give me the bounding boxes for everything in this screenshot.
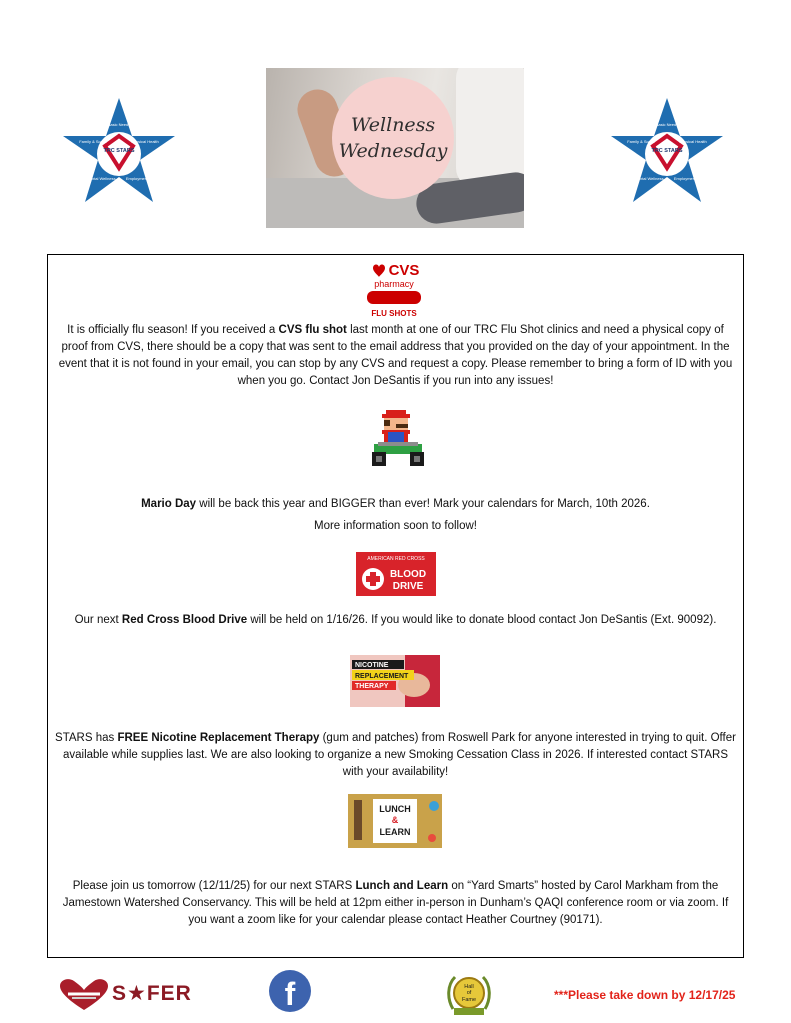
svg-text:BLOOD: BLOOD: [389, 569, 427, 580]
svg-text:Family & Social: Family & Social: [627, 139, 655, 144]
banner-title-circle: [332, 77, 454, 199]
trc-stars-logo-left: [61, 96, 177, 206]
mario-day-followup: More information soon to follow!: [314, 520, 477, 532]
svg-text:Physical Health: Physical Health: [679, 139, 707, 144]
mario-day-paragraph: Mario Day will be back this year and BIGGER than ever! Mark your calendars for March, 10th 2026.: [141, 498, 650, 510]
svg-text:of: of: [466, 990, 472, 996]
svg-text:Mental Wellness: Mental Wellness: [634, 176, 664, 181]
cvs-sub-text: pharmacy: [374, 279, 414, 289]
svg-text:AMERICAN RED CROSS: AMERICAN RED CROSS: [367, 556, 425, 562]
svg-text:THERAPY: THERAPY: [355, 683, 389, 690]
svg-text:Basic Needs: Basic Needs: [107, 122, 131, 127]
red-cross-blood-drive-logo: [356, 552, 436, 596]
svg-text:Employment: Employment: [125, 176, 149, 181]
svg-text:NICOTINE: NICOTINE: [355, 662, 389, 669]
star-center-text: TRC STARS: [103, 148, 135, 154]
heart-icon: [373, 264, 385, 277]
blood-drive-paragraph: Our next Red Cross Blood Drive will be held on 1/16/26. If you would like to donate blood contact Jon DeSantis (Ext. 90092).: [74, 614, 717, 626]
mario-kart-icon: [370, 410, 428, 470]
nicotine-paragraph: STARS has FREE Nicotine Replacement Therapy (gum and patches) from Roswell Park for anyone interested in trying to quit. Offer available while supplies last. We are also looking to organize a new Smoking Cessation Class in 2026. If interested contact STARS with your availability!: [55, 732, 736, 778]
svg-text:Family & Social: Family & Social: [79, 139, 107, 144]
svg-text:DRIVE: DRIVE: [392, 581, 424, 592]
banner-title-line2: Wednesday: [338, 140, 448, 162]
lunch-and-learn-logo: [348, 794, 442, 848]
safer-heart-icon: [58, 978, 110, 1012]
banner-title-line1: Wellness: [350, 114, 436, 136]
cvs-brand-text: CVS: [388, 262, 420, 279]
svg-text:Employment: Employment: [673, 176, 697, 181]
cvs-flu-shots-text: FLU SHOTS: [371, 309, 417, 318]
take-down-notice: ***Please take down by 12/17/25: [554, 988, 736, 1002]
nicotine-replacement-therapy-logo: [350, 655, 440, 707]
wellness-wednesday-banner: [266, 68, 524, 228]
svg-text:REPLACEMENT: REPLACEMENT: [355, 673, 409, 680]
svg-text:Hall: Hall: [464, 984, 474, 990]
svg-text:TRC STARS: TRC STARS: [651, 148, 683, 154]
hall-of-fame-badge: [447, 971, 491, 1017]
svg-text:Physical Health: Physical Health: [131, 139, 159, 144]
facebook-icon[interactable]: f: [269, 970, 311, 1012]
svg-text:&: &: [391, 815, 399, 825]
flu-shot-paragraph: It is officially flu season! If you received a CVS flu shot last month at one of our TRC Flu Shot clinics and need a physical copy of proof from CVS, there should be a copy that was sent to the email address that you provided on the day of your appointment. In the event that it is not found in your email, you can stop by any CVS and request a copy. Please remember to bring a form of ID with you when you go. Contact Jon DeSantis if you run into any issues!: [58, 324, 733, 387]
svg-text:Basic Needs: Basic Needs: [655, 122, 679, 127]
trc-stars-logo-right: [609, 96, 725, 206]
svg-text:Fame: Fame: [461, 997, 477, 1003]
svg-text:LUNCH: LUNCH: [379, 804, 411, 814]
svg-text:LEARN: LEARN: [379, 827, 411, 837]
svg-text:Mental Wellness: Mental Wellness: [86, 176, 116, 181]
lunch-and-learn-paragraph: Please join us tomorrow (12/11/25) for our next STARS Lunch and Learn on “Yard Smarts” hosted by Carol Markham from the Jamestown Watershed Conservancy. This will be held at 12pm either in-person in Dunham’s QAQI conference room or via zoom. If you want a zoom like for your calendar please contact Heather Courtney (90171).: [62, 880, 729, 926]
safer-logo-text: S★FER: [112, 982, 192, 1005]
cvs-flu-shots-logo: [364, 258, 424, 320]
